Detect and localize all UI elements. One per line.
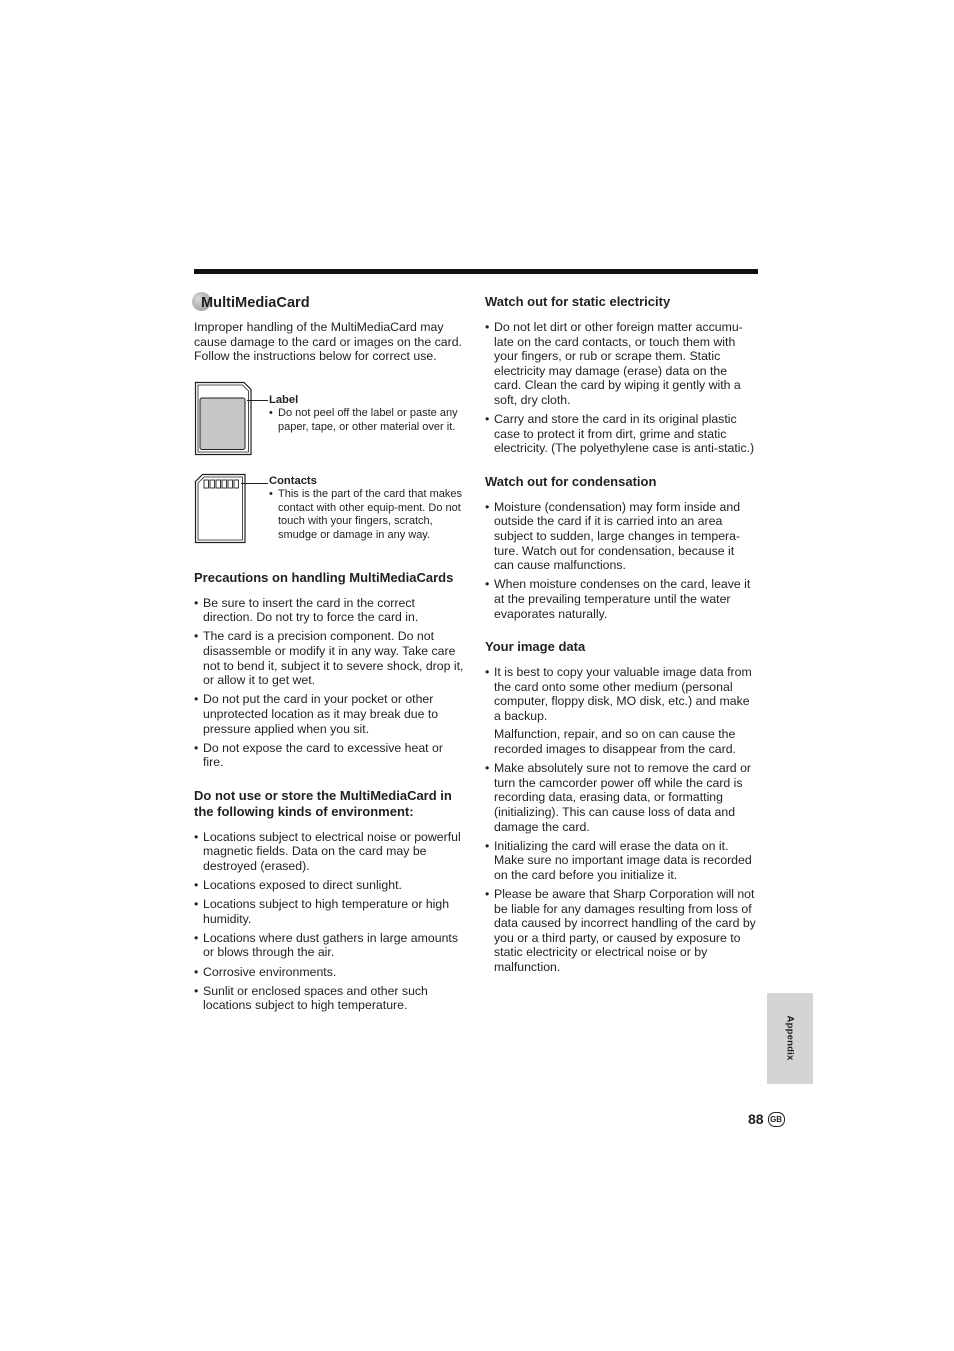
label-leader-line (247, 400, 268, 401)
environment-list (194, 830, 466, 1013)
page-number (748, 1111, 785, 1127)
label-callout-bullet: • Do not peel off the label or paste any paper, tape, or other material over it. (269, 407, 469, 434)
list-item: • Sunlit or enclosed spaces and other such locations subject to high temperature. (194, 984, 466, 1013)
environment-heading: Do not use or store the MultiMediaCard in the following kinds of environment: (194, 787, 452, 819)
list-item: • Locations where dust gathers in large amounts or blows through the air. (194, 931, 466, 960)
contacts-figure (194, 473, 466, 570)
page-number-text: 88 (748, 1111, 764, 1127)
section-title (194, 294, 466, 312)
list-item: • Do not let dirt or other foreign matter accumu-late on the card contacts, or touch them with your fingers, or rub or scrape them. Static electricity may damage (erase) data on the card. Clean the card by wiping it gently with a soft, dry cloth. (485, 320, 757, 408)
list-item: • Please be aware that Sharp Corporation will not be liable for any damages resulting from loss of data caused by incorrect handling of the card by you or a third party, or caused by exposure to static electricity or electrical noise or by malfunction. (485, 887, 757, 975)
image-data-list (485, 665, 757, 723)
list-item: • Locations exposed to direct sunlight. (194, 878, 466, 893)
list-item: • The card is a precision component. Do not disassemble or modify it in any way. Take care not to bend it, subject it to severe shock, drop it, or allow it to get wet. (194, 629, 466, 687)
top-rule (194, 269, 758, 274)
section-title-text: MultiMediaCard (201, 295, 310, 311)
list-item: • Moisture (condensation) may form inside and outside the card if it is carried into an area subject to sudden, large changes in tempera-ture. Watch out for condensation, because it can cause malfunctions. (485, 500, 757, 573)
side-tab-label: Appendix (784, 1015, 796, 1061)
static-list (485, 320, 757, 456)
list-item: • When moisture condenses on the card, leave it at the prevailing temperature until the water evaporates naturally. (485, 577, 757, 621)
label-figure (194, 381, 466, 473)
intro-paragraph: Improper handling of the MultiMediaCard may cause damage to the card or images on the card. Follow the instructions below for correct use. (194, 320, 462, 364)
label-callout-title: Label (269, 393, 299, 406)
static-heading: Watch out for static electricity (485, 294, 671, 309)
list-item: • Make absolutely sure not to remove the card or turn the camcorder power off while the card is recording data, erasing data, or formatting (initializing). This can cause loss of data and damage the card. (485, 761, 757, 834)
image-data-list-more (485, 761, 757, 974)
precautions-heading: Precautions on handling MultiMediaCards (194, 569, 454, 585)
list-item: • Carry and store the card in its original plastic case to protect it from dirt, grime and static electricity. (The polyethylene case is anti-static.) (485, 412, 757, 456)
precautions-list (194, 596, 466, 770)
label-callout (269, 394, 469, 453)
condensation-heading: Watch out for condensation (485, 473, 657, 489)
list-item: • Do not put the card in your pocket or other unprotected location as it may break due to pressure applied when you sit. (194, 692, 466, 736)
list-item: • Locations subject to high temperature or high humidity. (194, 897, 466, 926)
list-item: • It is best to copy your valuable image data from the card onto some other medium (personal computer, floppy disk, MO disk, etc.) and make a backup. (485, 665, 757, 723)
right-column (485, 294, 757, 992)
list-item: • Locations subject to electrical noise or powerful magnetic fields. Data on the card may be destroyed (erased). (194, 830, 466, 874)
list-item: • Do not expose the card to excessive heat or fire. (194, 741, 466, 770)
list-item: • Initializing the card will erase the data on it. Make sure no important image data is recorded on the card before you initialize it. (485, 839, 757, 883)
image-data-continuation: Malfunction, repair, and so on can cause the recorded images to disappear from the card. (494, 727, 736, 757)
list-item: • Be sure to insert the card in the correct direction. Do not try to force the card in. (194, 596, 466, 625)
contacts-leader-line (241, 483, 268, 484)
contacts-callout-bullet: • This is the part of the card that makes contact with other equip-ment. Do not touch with your fingers, scratch, smudge or damage in any way. (269, 488, 469, 542)
image-data-heading: Your image data (485, 639, 586, 655)
gb-region-badge: GB (768, 1112, 785, 1127)
condensation-list (485, 500, 757, 621)
left-column (194, 294, 466, 1031)
contacts-callout-title: Contacts (269, 474, 317, 487)
contacts-callout (269, 475, 469, 561)
card-label-illustration (194, 381, 254, 461)
appendix-side-tab (767, 993, 813, 1084)
card-contacts-illustration (194, 473, 254, 553)
list-item: • Corrosive environments. (194, 965, 466, 980)
